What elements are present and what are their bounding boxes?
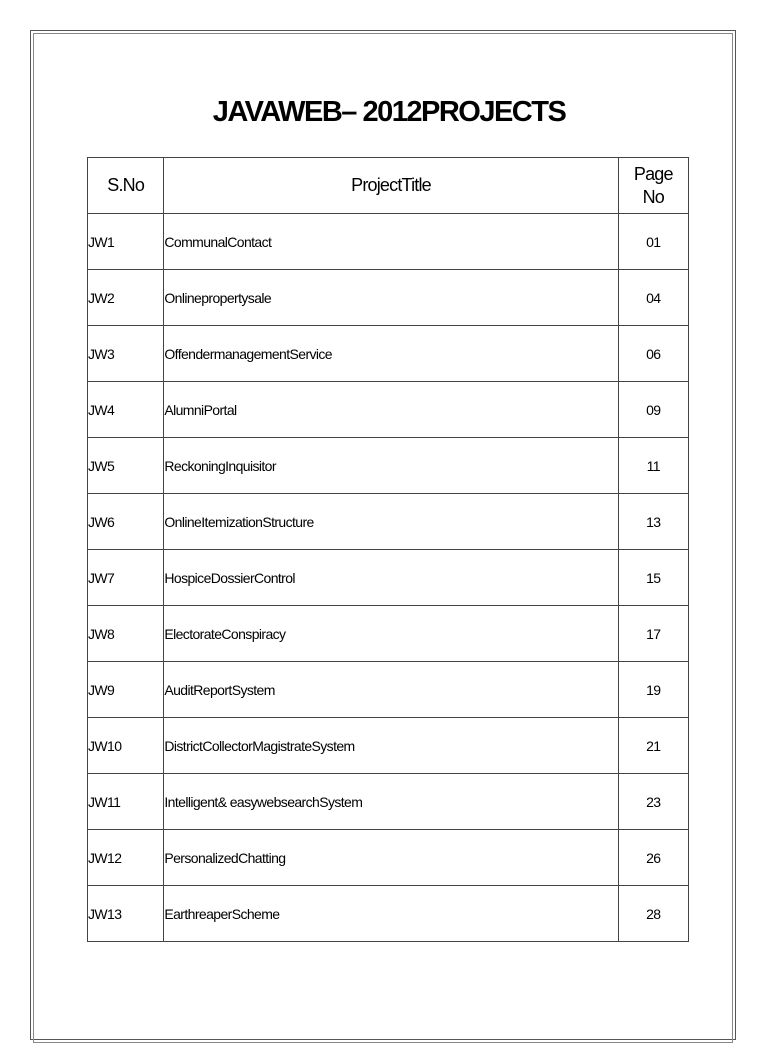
header-page-line1: Page (633, 163, 673, 184)
cell-sno: JW6 (88, 494, 164, 550)
cell-page-no: 04 (618, 270, 688, 326)
table-row (88, 830, 689, 886)
cell-sno: JW10 (88, 718, 164, 774)
table-row (88, 718, 689, 774)
projects-table (87, 157, 689, 942)
cell-project-title: ElectorateConspiracy (164, 606, 618, 662)
cell-page-no: 21 (618, 718, 688, 774)
table-row (88, 438, 689, 494)
table-row (88, 494, 689, 550)
table-row (88, 214, 689, 270)
table-row (88, 886, 689, 942)
cell-project-title: AlumniPortal (164, 382, 618, 438)
header-project-title: ProjectTitle (164, 158, 618, 214)
cell-sno: JW3 (88, 326, 164, 382)
cell-sno: JW12 (88, 830, 164, 886)
cell-page-no: 28 (618, 886, 688, 942)
cell-project-title: PersonalizedChatting (164, 830, 618, 886)
cell-page-no: 09 (618, 382, 688, 438)
cell-sno: JW9 (88, 662, 164, 718)
cell-project-title: HospiceDossierControl (164, 550, 618, 606)
table-row (88, 270, 689, 326)
header-page-no (618, 158, 688, 214)
cell-sno: JW5 (88, 438, 164, 494)
cell-project-title: CommunalContact (164, 214, 618, 270)
cell-page-no: 11 (618, 438, 688, 494)
cell-sno: JW1 (88, 214, 164, 270)
table-row (88, 774, 689, 830)
cell-sno: JW2 (88, 270, 164, 326)
cell-project-title: AuditReportSystem (164, 662, 618, 718)
cell-page-no: 23 (618, 774, 688, 830)
cell-project-title: OnlineItemizationStructure (164, 494, 618, 550)
cell-project-title: Onlinepropertysale (164, 270, 618, 326)
cell-page-no: 13 (618, 494, 688, 550)
cell-sno: JW13 (88, 886, 164, 942)
table-row (88, 382, 689, 438)
document-title: JAVAWEB– 2012PROJECTS (212, 96, 566, 128)
cell-sno: JW7 (88, 550, 164, 606)
header-page-line2: No (642, 186, 665, 207)
cell-project-title: Intelligent& easywebsearchSystem (164, 774, 618, 830)
cell-sno: JW4 (88, 382, 164, 438)
table-header-row (88, 158, 689, 214)
header-sno: S.No (88, 158, 164, 214)
table-row (88, 550, 689, 606)
table-row (88, 326, 689, 382)
table-row (88, 662, 689, 718)
table-row (88, 606, 689, 662)
cell-project-title: OffendermanagementService (164, 326, 618, 382)
cell-page-no: 19 (618, 662, 688, 718)
cell-project-title: EarthreaperScheme (164, 886, 618, 942)
cell-project-title: DistrictCollectorMagistrateSystem (164, 718, 618, 774)
cell-page-no: 15 (618, 550, 688, 606)
cell-page-no: 17 (618, 606, 688, 662)
cell-page-no: 01 (618, 214, 688, 270)
cell-project-title: ReckoningInquisitor (164, 438, 618, 494)
cell-sno: JW11 (88, 774, 164, 830)
cell-page-no: 06 (618, 326, 688, 382)
cell-sno: JW8 (88, 606, 164, 662)
cell-page-no: 26 (618, 830, 688, 886)
